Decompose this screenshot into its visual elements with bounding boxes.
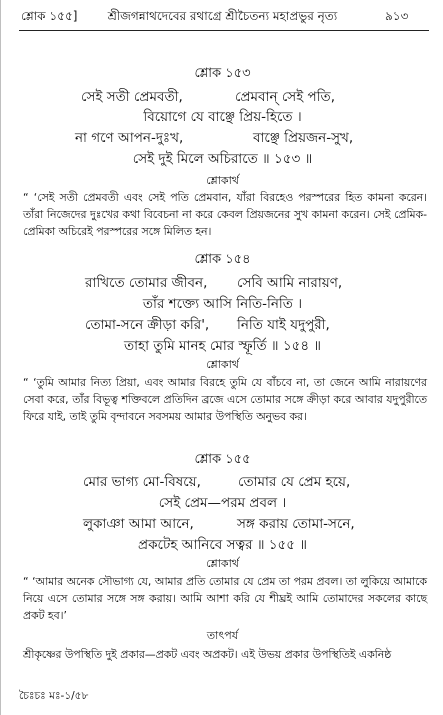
verse-153-translation: “ ‘সেই সতী প্রেমবতী এবং সেই পতি প্রেমবান, যাঁরা বিরহেও পরস্পরের হিত কামনা করেন। তাঁরা নিজেদের দুঃখের কথা বিবেচনা না করে কেবল প্রিয়জনের সুখ কামনা করেন। সেই প্রেমিক-প্রেমিকা অচিরেই পরস্পরের সঙ্গে মিলিত হন।	[23, 191, 427, 238]
verse-153-line-1a: সেই সতী প্রেমবতী,	[81, 89, 183, 105]
header-chapter-title: শ্রীজগন্নাথদেবের রথাগ্রে শ্রীচৈতন্য মহাপ্রভুর নৃত্য	[107, 9, 338, 23]
verse-155-purport-label: তাৎপর্য	[206, 629, 239, 642]
verse-155-purport: শ্রীকৃষ্ণের উপস্থিতি দুই প্রকার—প্রকট এবং অপ্রকট। এই উভয় প্রকার উপস্থিতিই একনিষ্ঠ	[23, 648, 392, 661]
verse-154-translation: “ ‘তুমি আমার নিত্য প্রিয়া, এবং আমার বিরহে তুমি যে বাঁচবে না, তা জেনে আমি নারায়ণের সেবা করে, তাঁর বিভূত্ব শক্তিবলে প্রতিদিন ব্রজে এসে তোমার সঙ্গে ক্রীড়া করে আবার যদুপুরীতে ফিরে যাই, তাই তুমি বৃন্দাবনে সবসময় আমার উপস্থিতি অনুভব কর।	[23, 376, 427, 423]
verse-154-line-3b: নিতি যাই যদুপুরী,	[237, 317, 330, 333]
verse-154-line-1a: রাখিতে তোমার জীবন,	[85, 275, 208, 291]
verse-154-line-3a: তোমা-সনে ক্রীড়া করি',	[85, 317, 210, 333]
verse-155-line-4: প্রকটেহ আনিবে সত্বর ॥ ১৫৫ ॥	[138, 537, 307, 553]
verse-153-translation-label: শ্লোকার্থ	[206, 174, 239, 187]
verse-153-line-1b: প্রেমবান্ সেই পতি,	[235, 89, 335, 105]
verse-155-heading: শ্লোক ১৫৫	[194, 452, 251, 467]
verse-154-line-2: তাঁর শক্ত্যে আসি নিতি-নিতি ।	[142, 296, 303, 312]
verse-153-line-3a: না গণে আপন-দুঃখ,	[75, 130, 184, 146]
verse-155-line-2: সেই প্রেম—পরম প্রবল ।	[158, 495, 287, 511]
verse-155-translation-label: শ্লোকার্থ	[206, 557, 239, 570]
verse-153-line-2: বিয়োগে যে বাঞ্ছে প্রিয়-হিতে ।	[143, 109, 302, 125]
verse-155-translation: “ ‘আমার অনেক সৌভাগ্য যে, আমার প্রতি তোমার যে প্রেম তা পরম প্রবল। তা লুকিয়ে আমাকে নিয়ে এসে তোমার সঙ্গে সঙ্গ করায়। আমি আশা করি যে শীঘ্রই আমি তোমাদের সকলের কাছে প্রকট হব।’	[23, 575, 427, 622]
verse-154-line-4: তাহা তুমি মানহ মোর স্ফূর্তি ॥ ১৫৪ ॥	[123, 338, 322, 354]
verse-155-line-3a: লুকাঞা আমা আনে,	[83, 516, 194, 532]
verse-153-line-4: সেই দুই মিলে অচিরাতে ॥ ১৫৩ ॥	[132, 151, 313, 167]
verse-153-heading: শ্লোক ১৫৩	[194, 66, 251, 81]
header-verse-ref: শ্লোক ১৫৫]	[21, 9, 78, 23]
header-page-number: ৯১৩	[385, 9, 409, 23]
header-rule	[19, 30, 429, 31]
verse-155-line-3b: সঙ্গ করায় তোমা-সনে,	[237, 516, 355, 532]
verse-153-line-3b: বাঞ্ছে প্রিয়জন-সুখ,	[253, 130, 354, 146]
verse-155-line-1b: তোমার যে প্রেম হয়ে,	[238, 474, 351, 490]
footer-signature: চৈঃচঃ মঃ-১/৫৮	[19, 690, 89, 702]
verse-155-line-1a: মোর ভাগ্য মো-বিষয়ে,	[83, 474, 201, 490]
verse-154-translation-label: শ্লোকার্থ	[206, 358, 239, 371]
verse-154-heading: শ্লোক ১৫৪	[194, 252, 251, 267]
verse-154-line-1b: সেবি আমি নারায়ণ,	[237, 275, 343, 291]
